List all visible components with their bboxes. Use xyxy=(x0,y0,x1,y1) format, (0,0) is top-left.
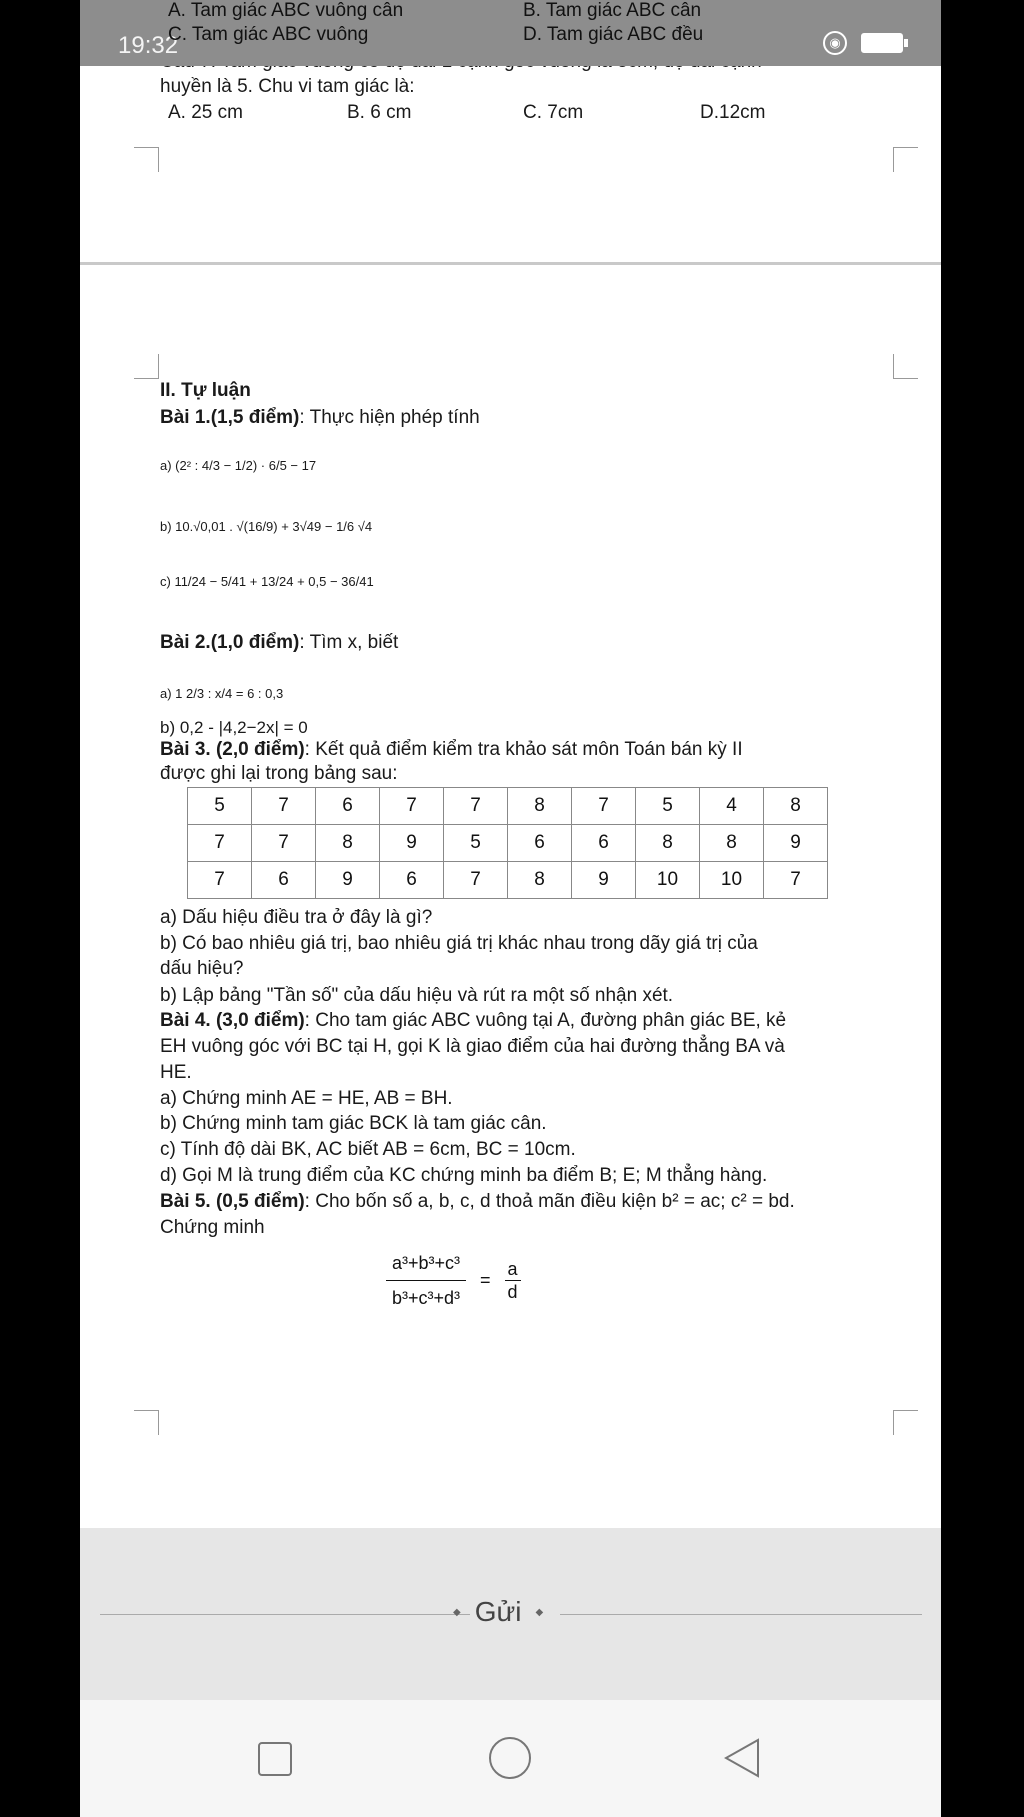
table-cell: 7 xyxy=(188,862,252,899)
send-bar xyxy=(80,1528,941,1700)
diamond-icon: ◆ xyxy=(535,1606,544,1618)
diamond-icon: ◆ xyxy=(453,1606,461,1618)
prev-option-c: C. Tam giác ABC vuông xyxy=(168,24,369,45)
q7-option-c: C. 7cm xyxy=(523,102,584,123)
bai3-qa: a) Dấu hiệu điều tra ở đây là gì? xyxy=(160,907,433,928)
page-corner-mark xyxy=(134,147,159,172)
bai1-title xyxy=(160,406,480,430)
bai2-title-rest: : Tìm x, biết xyxy=(299,632,399,653)
prev-option-a: A. Tam giác ABC vuông cân xyxy=(168,0,404,21)
bai4-d: d) Gọi M là trung điểm của KC chứng minh ba điểm B; E; M thẳng hàng. xyxy=(160,1165,768,1186)
table-cell: 8 xyxy=(636,825,700,862)
rhs-fraction xyxy=(505,1258,521,1303)
table-cell: 6 xyxy=(508,825,572,862)
bai3-qb2: dấu hiệu? xyxy=(160,958,244,979)
lhs-denominator: b³+c³+d³ xyxy=(392,1288,461,1308)
equals-sign: = xyxy=(480,1270,491,1290)
back-icon[interactable] xyxy=(724,1738,760,1778)
page-corner-mark xyxy=(893,1410,918,1435)
bai3-qb1: b) Có bao nhiêu giá trị, bao nhiêu giá trị khác nhau trong dãy giá trị của xyxy=(160,933,758,954)
phone-screen xyxy=(80,0,941,1817)
table-cell: 4 xyxy=(700,788,764,825)
page-corner-mark xyxy=(893,147,918,172)
bai3-title xyxy=(160,738,743,762)
q7-option-a: A. 25 cm xyxy=(168,102,243,123)
table-cell: 10 xyxy=(700,862,764,899)
bai1-a: a) (2² : 4/3 − 1/2) · 6/5 − 17 xyxy=(160,458,317,473)
section-title: II. Tự luận xyxy=(160,380,251,401)
q7-line2: huyền là 5. Chu vi tam giác là: xyxy=(160,76,415,97)
table-cell: 7 xyxy=(252,788,316,825)
table-cell: 6 xyxy=(380,862,444,899)
table-cell: 9 xyxy=(572,862,636,899)
bai3-line2: được ghi lại trong bảng sau: xyxy=(160,763,398,784)
table-row xyxy=(188,862,828,899)
table-cell: 5 xyxy=(188,788,252,825)
bai4-title xyxy=(160,1009,786,1033)
bai2-title xyxy=(160,631,398,655)
bai5-title xyxy=(160,1190,795,1214)
bai4-c: c) Tính độ dài BK, AC biết AB = 6cm, BC = 10cm. xyxy=(160,1139,576,1160)
table-cell: 8 xyxy=(764,788,828,825)
bai3-title-bold: Bài 3. (2,0 điểm) xyxy=(160,739,305,760)
table-row xyxy=(188,825,828,862)
table-cell: 7 xyxy=(444,862,508,899)
bai2-title-bold: Bài 2.(1,0 điểm) xyxy=(160,632,300,653)
status-icons xyxy=(823,31,903,55)
q7-option-d: D.12cm xyxy=(700,102,766,123)
battery-icon xyxy=(861,33,903,53)
table-cell: 5 xyxy=(444,825,508,862)
bai5-equation xyxy=(386,1252,521,1309)
bai4-line3: HE. xyxy=(160,1062,192,1083)
table-cell: 10 xyxy=(636,862,700,899)
bai1-title-rest: : Thực hiện phép tính xyxy=(299,407,480,428)
bai1-c: c) 11/24 − 5/41 + 13/24 + 0,5 − 36/41 xyxy=(160,574,374,589)
lhs-fraction xyxy=(386,1252,466,1309)
table-cell: 7 xyxy=(444,788,508,825)
status-time: 19:32 xyxy=(118,32,179,59)
bai2-b: b) 0,2 - |4,2−2x| = 0 xyxy=(160,718,308,737)
page-separator xyxy=(80,262,941,265)
bai5-title-rest: : Cho bốn số a, b, c, d thoả mãn điều kiện b² = ac; c² = bd. xyxy=(304,1191,795,1212)
table-cell: 9 xyxy=(380,825,444,862)
bai4-line2: EH vuông góc với BC tại H, gọi K là giao điểm của hai đường thẳng BA và xyxy=(160,1036,785,1057)
table-cell: 8 xyxy=(508,862,572,899)
table-cell: 7 xyxy=(380,788,444,825)
table-cell: 8 xyxy=(508,788,572,825)
table-cell: 6 xyxy=(252,862,316,899)
page-corner-mark xyxy=(134,1410,159,1435)
send-button[interactable] xyxy=(453,1596,543,1628)
table-cell: 7 xyxy=(188,825,252,862)
rhs-numerator: a xyxy=(505,1258,521,1281)
prev-option-d: D. Tam giác ABC đều xyxy=(523,24,704,45)
bai4-a: a) Chứng minh AE = HE, AB = BH. xyxy=(160,1088,453,1109)
table-cell: 6 xyxy=(316,788,380,825)
home-icon[interactable] xyxy=(489,1737,531,1779)
bai1-b: b) 10.√0,01 . √(16/9) + 3√49 − 1/6 √4 xyxy=(160,519,373,534)
bai1-title-bold: Bài 1.(1,5 điểm) xyxy=(160,407,300,428)
table-cell: 8 xyxy=(316,825,380,862)
rhs-denominator: d xyxy=(507,1282,518,1302)
screen-record-icon: ◉ xyxy=(823,31,847,55)
prev-option-b: B. Tam giác ABC cân xyxy=(523,0,702,21)
table-cell: 6 xyxy=(572,825,636,862)
q7-option-b: B. 6 cm xyxy=(347,102,412,123)
table-cell: 5 xyxy=(636,788,700,825)
bai3-title-rest: : Kết quả điểm kiểm tra khảo sát môn Toán bán kỳ II xyxy=(304,739,743,760)
table-cell: 7 xyxy=(572,788,636,825)
bai2-a: a) 1 2/3 : x/4 = 6 : 0,3 xyxy=(160,686,284,701)
table-cell: 9 xyxy=(764,825,828,862)
table-cell: 8 xyxy=(700,825,764,862)
bai4-b: b) Chứng minh tam giác BCK là tam giác cân. xyxy=(160,1113,547,1134)
divider-right xyxy=(560,1614,922,1615)
navigation-bar xyxy=(80,1700,941,1817)
send-label: Gửi xyxy=(474,1596,522,1627)
recents-icon[interactable] xyxy=(258,1742,292,1776)
bai5-line2: Chứng minh xyxy=(160,1217,265,1238)
lhs-numerator: a³+b³+c³ xyxy=(386,1252,466,1281)
page-corner-mark xyxy=(893,354,918,379)
table-row xyxy=(188,788,828,825)
table-cell: 9 xyxy=(316,862,380,899)
bai3-qc: b) Lập bảng "Tần số" của dấu hiệu và rút ra một số nhận xét. xyxy=(160,985,674,1006)
bai4-title-bold: Bài 4. (3,0 điểm) xyxy=(160,1010,305,1031)
score-table xyxy=(187,787,828,899)
page-corner-mark xyxy=(134,354,159,379)
bai4-title-rest: : Cho tam giác ABC vuông tại A, đường phân giác BE, kẻ xyxy=(304,1010,787,1031)
bai5-title-bold: Bài 5. (0,5 điểm) xyxy=(160,1191,305,1212)
divider-left xyxy=(100,1614,470,1615)
table-cell: 7 xyxy=(764,862,828,899)
table-cell: 7 xyxy=(252,825,316,862)
